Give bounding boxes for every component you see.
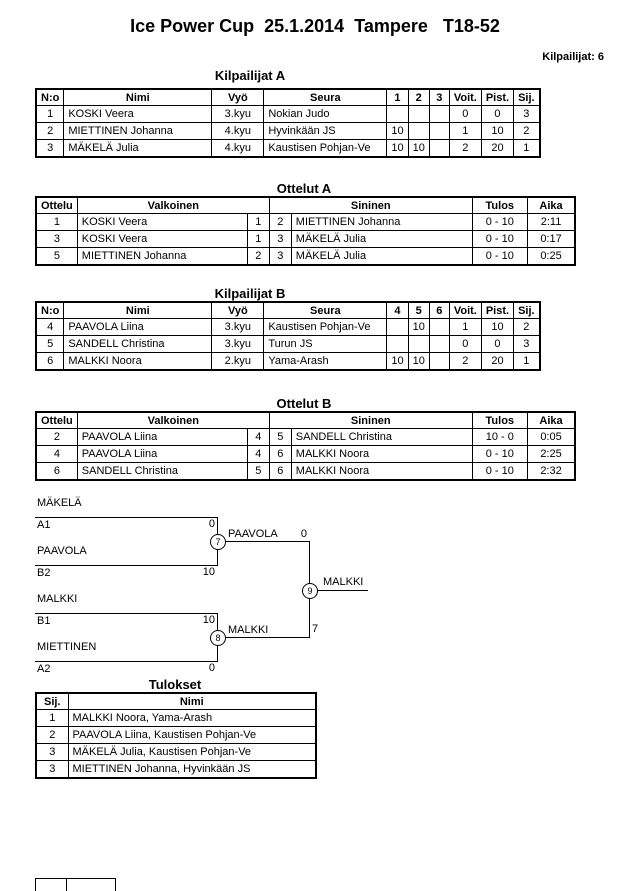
results-table [35,692,317,779]
cell-pist: 10 [481,319,513,336]
cell-white: PAAVOLA Liina [77,446,247,463]
column-header: Voit. [449,89,481,106]
cell-voit: 2 [449,140,481,158]
cell-ottelu: 5 [36,248,77,266]
bracket-semi2-winner: MALKKI [228,624,269,636]
cell-no: 3 [36,140,64,158]
cell-blue-no: 3 [269,231,291,248]
cell-nimi: SANDELL Christina [64,336,212,353]
cell-sij: 3 [514,336,540,353]
cell-score [429,123,449,140]
cell-seura: Turun JS [264,336,387,353]
column-header: Pist. [481,89,513,106]
cell-pist: 0 [481,336,513,353]
cell-vyo: 4.kyu [212,140,264,158]
table-row [36,123,540,140]
cell-vyo: 3.kyu [212,319,264,336]
column-header: Pist. [481,302,513,319]
cell-score [429,336,449,353]
cell-score [429,353,449,371]
column-header: Ottelu [36,412,77,429]
column-header: 6 [429,302,449,319]
cell-ottelu: 6 [36,463,77,481]
cell-sij: 1 [514,353,540,371]
matches-a-table [35,196,576,266]
table-header-row [36,412,575,429]
column-header: Aika [527,197,575,214]
cell-white: SANDELL Christina [77,463,247,481]
cell-score [429,319,449,336]
cell-voit: 0 [449,106,481,123]
cell-seura: Yama-Arash [264,353,387,371]
table-row [36,106,540,123]
cell-pist: 0 [481,106,513,123]
cell-score: 10 [408,319,429,336]
bracket-semi1-winner: PAAVOLA [228,528,278,540]
column-header: 4 [387,302,408,319]
cell-nimi: MIETTINEN Johanna [64,123,212,140]
cell-nimi: KOSKI Veera [64,106,212,123]
cell-white-no: 4 [247,446,269,463]
cell-blue: SANDELL Christina [291,429,472,446]
cell-aika: 0:25 [527,248,575,266]
cell-blue-no: 5 [269,429,291,446]
cell-nimi: MALKKI Noora [64,353,212,371]
cell-blue: MÄKELÄ Julia [291,248,472,266]
cell-voit: 0 [449,336,481,353]
table-header-row [36,693,316,710]
bracket-line [35,517,218,518]
competitors-count: Kilpailijat: 6 [542,51,604,63]
cell-ottelu: 1 [36,214,77,231]
bracket-line [35,661,218,662]
match-row [36,248,575,266]
pool-b-heading: Kilpailijat B [214,286,286,301]
results-heading: Tulokset [148,677,202,692]
cell-ottelu: 3 [36,231,77,248]
column-header: 5 [408,302,429,319]
cell-ottelu: 4 [36,446,77,463]
matches-a-heading: Ottelut A [276,181,332,196]
match-node-9: 9 [302,583,318,599]
bracket-line [35,613,218,614]
cell-nimi: PAAVOLA Liina [64,319,212,336]
column-header: 2 [408,89,429,106]
fragment-line [35,878,36,891]
cell-aika: 2:11 [527,214,575,231]
bracket-seed: A2 [37,663,51,675]
fragment-line [66,878,67,891]
result-row [36,744,316,761]
cell-blue-no: 6 [269,446,291,463]
page-title: Ice Power Cup 25.1.2014 Tampere T18-52 [130,16,500,36]
bracket-score: 10 [202,614,215,626]
cell-no: 1 [36,106,64,123]
cell-white: MIETTINEN Johanna [77,248,247,266]
column-header: Sininen [269,412,472,429]
cell-white: KOSKI Veera [77,231,247,248]
cell-nimi: PAAVOLA Liina, Kaustisen Pohjan-Ve [68,727,316,744]
column-header: 3 [429,89,449,106]
column-header: Sij. [514,302,540,319]
bracket-score: 7 [312,623,319,635]
cell-sij: 1 [36,710,68,727]
table-row [36,353,540,371]
cell-sij: 1 [514,140,540,158]
column-header: N:o [36,89,64,106]
cell-seura: Kaustisen Pohjan-Ve [264,140,387,158]
fragment-line [35,878,116,879]
cell-tulos: 0 - 10 [472,248,527,266]
table-row [36,140,540,158]
cell-score: 10 [387,140,408,158]
cell-white-no: 4 [247,429,269,446]
matches-b-table [35,411,576,481]
cell-score [408,106,429,123]
cell-score [387,319,408,336]
result-row [36,727,316,744]
cell-sij: 3 [36,761,68,779]
bracket-seed: B1 [37,615,51,627]
column-header: 1 [387,89,408,106]
table-row [36,336,540,353]
cell-seura: Nokian Judo [264,106,387,123]
cell-blue-no: 3 [269,248,291,266]
cell-aika: 0:05 [527,429,575,446]
cell-blue: MALKKI Noora [291,463,472,481]
cell-tulos: 0 - 10 [472,231,527,248]
pool-a-table [35,88,541,158]
bracket-line [217,541,310,542]
cell-tulos: 0 - 10 [472,214,527,231]
bracket-player-name: PAAVOLA [37,545,87,557]
column-header: Tulos [472,412,527,429]
column-header: Sininen [269,197,472,214]
pool-b-table [35,301,541,371]
cell-aika: 2:32 [527,463,575,481]
column-header: Nimi [64,302,212,319]
cell-white-no: 2 [247,248,269,266]
cell-nimi: MIETTINEN Johanna, Hyvinkään JS [68,761,316,779]
table-row [36,319,540,336]
cell-no: 2 [36,123,64,140]
cell-sij: 3 [514,106,540,123]
bracket-score: 0 [208,518,215,530]
result-row [36,710,316,727]
cell-pist: 20 [481,353,513,371]
cell-blue-no: 6 [269,463,291,481]
column-header: N:o [36,302,64,319]
cell-score [387,106,408,123]
column-header: Sij. [514,89,540,106]
result-row [36,761,316,779]
column-header: Vyö [212,89,264,106]
column-header: Sij. [36,693,68,710]
cell-vyo: 3.kyu [212,106,264,123]
cell-nimi: MÄKELÄ Julia, Kaustisen Pohjan-Ve [68,744,316,761]
bracket-player-name: MÄKELÄ [37,497,82,509]
match-row [36,231,575,248]
cell-score: 10 [408,353,429,371]
cell-sij: 2 [36,727,68,744]
cell-blue: MALKKI Noora [291,446,472,463]
bracket-score: 0 [208,662,215,674]
cell-blue: MIETTINEN Johanna [291,214,472,231]
cell-vyo: 4.kyu [212,123,264,140]
cell-tulos: 0 - 10 [472,463,527,481]
cell-no: 6 [36,353,64,371]
column-header: Seura [264,302,387,319]
bracket-score: 0 [300,528,307,540]
cell-aika: 2:25 [527,446,575,463]
cell-score [429,106,449,123]
cell-white-no: 1 [247,214,269,231]
match-row [36,214,575,231]
column-header: Valkoinen [77,412,269,429]
cell-score [387,336,408,353]
cell-white-no: 5 [247,463,269,481]
cell-sij: 2 [514,123,540,140]
cell-score: 10 [408,140,429,158]
cell-white: KOSKI Veera [77,214,247,231]
bracket-seed: B2 [37,567,51,579]
cell-voit: 1 [449,319,481,336]
cell-blue-no: 2 [269,214,291,231]
cell-vyo: 2.kyu [212,353,264,371]
table-header-row [36,302,540,319]
bracket-line [35,565,218,566]
fragment-line [115,878,116,891]
column-header: Aika [527,412,575,429]
cell-tulos: 0 - 10 [472,446,527,463]
cell-score [408,336,429,353]
matches-b-heading: Ottelut B [276,396,332,411]
table-header-row [36,89,540,106]
column-header: Valkoinen [77,197,269,214]
cell-score: 10 [387,123,408,140]
cell-pist: 10 [481,123,513,140]
bracket-score: 10 [202,566,215,578]
bracket-player-name: MALKKI [37,593,78,605]
column-header: Tulos [472,197,527,214]
match-row [36,463,575,481]
table-header-row [36,197,575,214]
column-header: Voit. [449,302,481,319]
cell-white: PAAVOLA Liina [77,429,247,446]
cell-nimi: MÄKELÄ Julia [64,140,212,158]
bracket-seed: A1 [37,519,51,531]
cell-no: 5 [36,336,64,353]
column-header: Nimi [68,693,316,710]
pool-a-heading: Kilpailijat A [214,68,286,83]
bracket-final-winner: MALKKI [323,576,364,588]
cell-vyo: 3.kyu [212,336,264,353]
column-header: Vyö [212,302,264,319]
match-node-8: 8 [210,630,226,646]
cell-white-no: 1 [247,231,269,248]
cell-ottelu: 2 [36,429,77,446]
cell-pist: 20 [481,140,513,158]
column-header: Nimi [64,89,212,106]
cell-aika: 0:17 [527,231,575,248]
cell-score [429,140,449,158]
match-row [36,446,575,463]
cell-sij: 2 [514,319,540,336]
cell-score: 10 [387,353,408,371]
cell-seura: Hyvinkään JS [264,123,387,140]
bracket-line [217,637,310,638]
cell-blue: MÄKELÄ Julia [291,231,472,248]
cell-score [408,123,429,140]
cell-voit: 2 [449,353,481,371]
cell-sij: 3 [36,744,68,761]
cell-seura: Kaustisen Pohjan-Ve [264,319,387,336]
match-node-7: 7 [210,534,226,550]
cell-no: 4 [36,319,64,336]
cell-voit: 1 [449,123,481,140]
bracket-player-name: MIETTINEN [37,641,97,653]
match-row [36,429,575,446]
cell-nimi: MALKKI Noora, Yama-Arash [68,710,316,727]
column-header: Ottelu [36,197,77,214]
cell-tulos: 10 - 0 [472,429,527,446]
column-header: Seura [264,89,387,106]
